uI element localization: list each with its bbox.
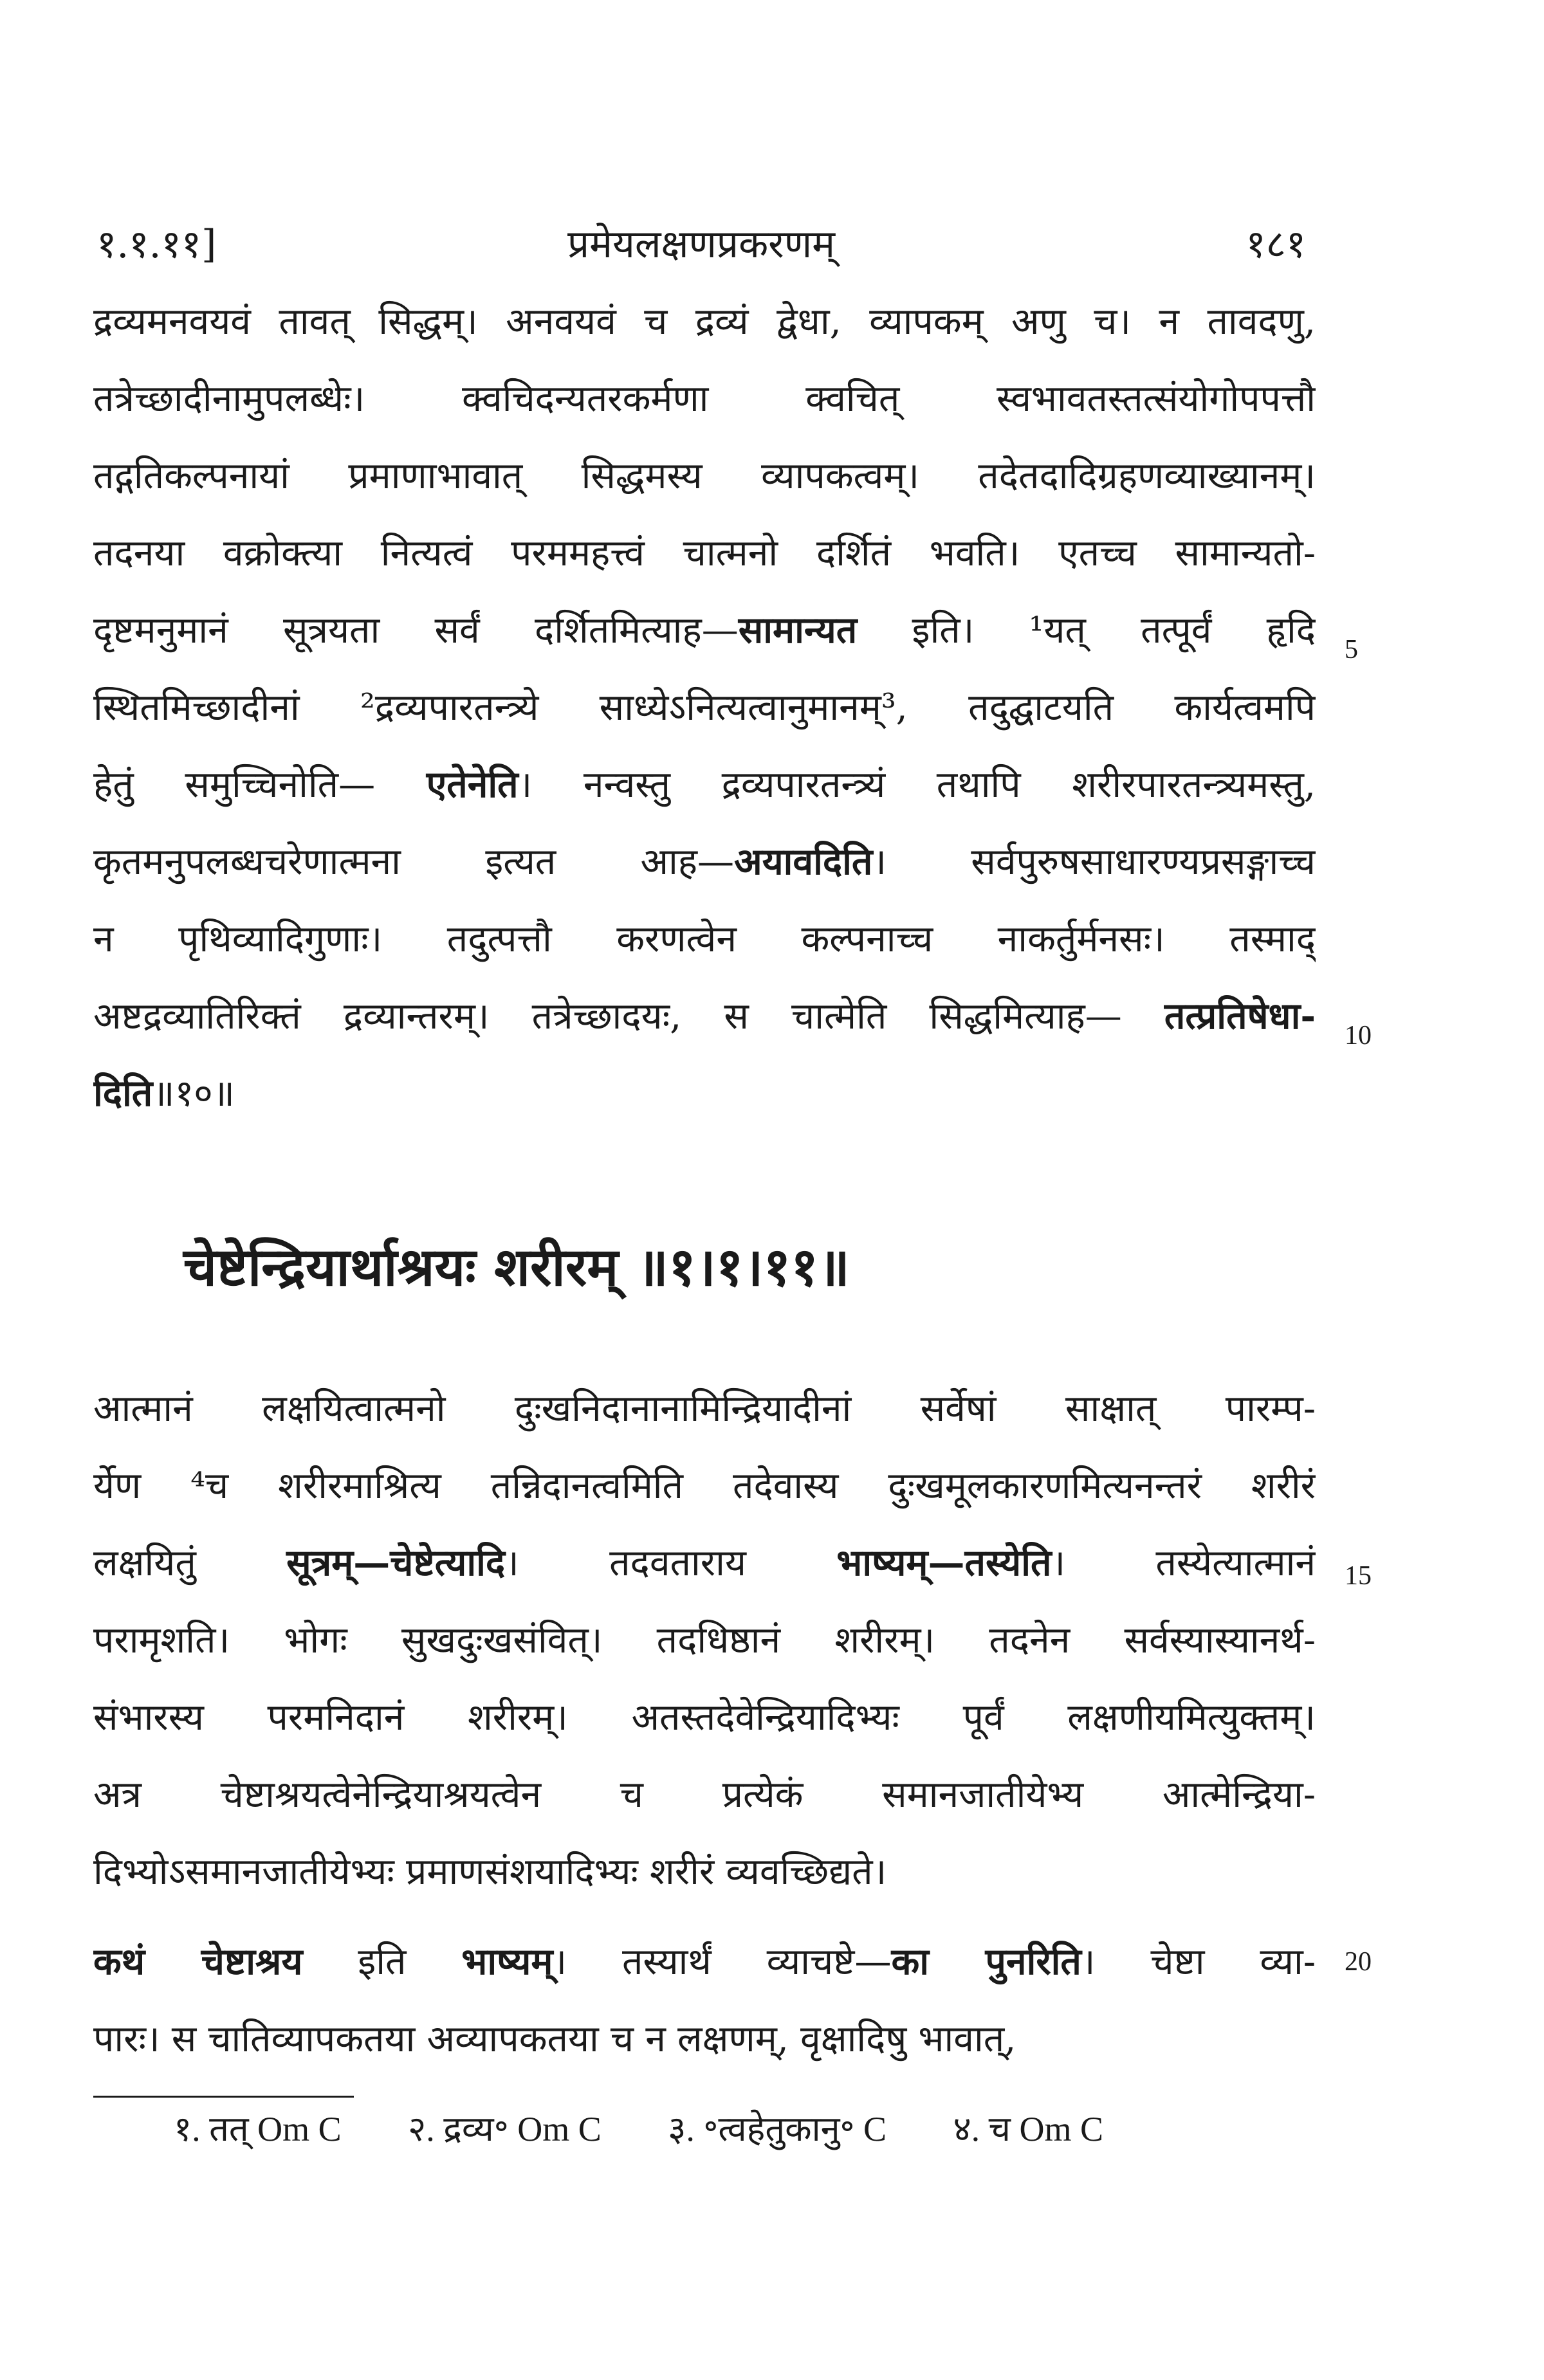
- bold-lemma: एतेनेति: [426, 763, 519, 806]
- bold-lemma: कथं चेष्टाश्रय: [93, 1940, 303, 1983]
- text-line: [93, 527, 1316, 579]
- text-run: इति: [302, 1941, 462, 1983]
- text-run: र्येण ⁴च शरीरमाश्रित्य तन्निदानत्वमिति तदेवास्य दुःखमूलकारणमित्यनन्तरं शरीरं: [93, 1465, 1316, 1507]
- text-run: कृतमनुपलब्धचरेणात्मना इत्यत आह—: [93, 841, 735, 883]
- text-run: तदनया वक्रोक्त्या नित्यत्वं परममहत्त्वं चात्मनो दर्शितं भवति। एतच्च सामान्यतो-: [93, 532, 1316, 574]
- text-run: स्थितमिच्छादीनां ²द्रव्यपारतन्त्र्ये साध्येऽनित्यत्वानुमानम्³, तदुद्घाटयति कार्यत्वमपि: [93, 686, 1316, 729]
- text-line: [93, 1615, 1316, 1666]
- text-run: अष्टद्रव्यातिरिक्तं द्रव्यान्तरम्। तत्रेच्छादयः, स चात्मेति सिद्धमित्याह—: [93, 995, 1164, 1038]
- footnote-rule: [93, 2096, 354, 2098]
- footnote: ३. ॰त्वहेतुकानु॰ C: [668, 2110, 887, 2148]
- bold-lemma: सूत्रम्—चेष्टेत्यादि: [286, 1541, 506, 1584]
- text-line: [93, 913, 1316, 965]
- text-run: । सर्वपुरुषसाधारण्यप्रसङ्गाच्च: [872, 841, 1316, 883]
- text-run: हेतुं समुच्चिनोति—: [93, 764, 427, 806]
- text-line: [93, 605, 1316, 656]
- text-run: परामृशति। भोगः सुखदुःखसंवित्। तदधिष्ठानं शरीरम्। तदनेन सर्वस्यास्यानर्थ-: [93, 1619, 1316, 1661]
- text-run: दृष्टमनुमानं सूत्रयता सर्वं दर्शितमित्याह—: [93, 609, 739, 652]
- text-line: [93, 1068, 1316, 1119]
- text-run: तत्रेच्छादीनामुपलब्धेः। क्वचिदन्यतरकर्मणा क्वचित् स्वभावतस्तत्संयोगोपपत्तौ: [93, 378, 1316, 420]
- text-line: [93, 1769, 1316, 1820]
- footnotes: [174, 2103, 1267, 2155]
- text-run: ॥१०॥: [152, 1072, 235, 1115]
- text-run: । तदवताराय: [505, 1542, 837, 1584]
- bold-lemma: का पुनरिति: [891, 1940, 1081, 1983]
- running-head: [96, 219, 1306, 270]
- text-line: [93, 759, 1316, 810]
- text-line: [93, 296, 1316, 347]
- line-number-15: 15: [1345, 1561, 1372, 1591]
- text-run: अत्र चेष्टाश्रयत्वेनेन्द्रियाश्रयत्वेन च प्रत्येकं समानजातीयेभ्य आत्मेन्द्रिया-: [93, 1773, 1316, 1816]
- chapter-title: प्रमेयलक्षणप्रकरणम्: [567, 222, 835, 267]
- footnote: ४. च Om C: [953, 2110, 1103, 2148]
- text-run: । नन्वस्तु द्रव्यपारतन्त्र्यं तथापि शरीरपारतन्त्र्यमस्तु,: [518, 764, 1316, 806]
- text-run: न पृथिव्यादिगुणाः। तदुत्पत्तौ करणत्वेन कल्पनाच्च नाकर्तुर्मनसः। तस्माद्: [93, 918, 1316, 960]
- text-run: द्रव्यमनवयवं तावत् सिद्धम्। अनवयवं च द्रव्यं द्वेधा, व्यापकम् अणु च। न तावदणु,: [93, 300, 1316, 343]
- text-run: दिभ्योऽसमानजातीयेभ्यः प्रमाणसंशयादिभ्यः शरीरं व्यवच्छिद्यते।: [93, 1851, 887, 1893]
- text-line: [93, 836, 1316, 888]
- text-line: [93, 1692, 1316, 1743]
- text-line: [93, 682, 1316, 733]
- bold-lemma: भाष्यम्—तस्येति: [836, 1541, 1052, 1584]
- bold-lemma: सामान्यत: [738, 609, 858, 652]
- line-number-20: 20: [1345, 1947, 1372, 1977]
- text-line: [93, 1936, 1316, 1988]
- footnote: १. तत् Om C: [174, 2110, 342, 2148]
- footnote: २. द्रव्य॰ Om C: [408, 2110, 602, 2148]
- bold-lemma: तत्प्रतिषेधा-: [1164, 994, 1316, 1038]
- text-run: संभारस्य परमनिदानं शरीरम्। अतस्तदेवेन्द्रियादिभ्यः पूर्वं लक्षणीयमित्युक्तम्।: [93, 1696, 1316, 1739]
- bold-lemma: अयावदिति: [734, 840, 873, 883]
- text-run: । तस्येत्यात्मानं: [1051, 1542, 1316, 1584]
- bold-lemma: दिति: [93, 1072, 153, 1115]
- line-number-5: 5: [1345, 635, 1358, 664]
- text-run: लक्षयितुं: [93, 1542, 287, 1584]
- text-line: [93, 991, 1316, 1042]
- text-run: । तस्यार्थं व्याचष्टे—: [553, 1941, 892, 1983]
- text-line: [93, 450, 1316, 502]
- text-line: [93, 2013, 1316, 2065]
- sutra-heading: चेष्टेन्द्रियार्थाश्रयः शरीरम् ॥१।१।११॥: [183, 1236, 850, 1298]
- text-line: [93, 1537, 1316, 1589]
- text-run: पारः। स चातिव्यापकतया अव्यापकतया च न लक्षणम्, वृक्षादिषु भावात्,: [93, 2018, 1016, 2060]
- text-line: [93, 373, 1316, 425]
- text-line: [93, 1846, 1316, 1898]
- bold-lemma: भाष्यम्: [461, 1940, 553, 1983]
- text-run: इति। ¹यत् तत्पूर्वं हृदि: [857, 609, 1316, 652]
- line-number-10: 10: [1345, 1021, 1372, 1050]
- section-reference: १.१.११]: [96, 222, 217, 267]
- text-line: [93, 1460, 1316, 1512]
- text-run: । चेष्टा व्या-: [1081, 1941, 1316, 1983]
- page-number: १८१: [1245, 222, 1306, 267]
- text-line: [93, 1383, 1316, 1434]
- text-run: आत्मानं लक्षयित्वात्मनो दुःखनिदानानामिन्द्रियादीनां सर्वेषां साक्षात् पारम्प-: [93, 1387, 1316, 1430]
- text-run: तद्गतिकल्पनायां प्रमाणाभावात् सिद्धमस्य व्यापकत्वम्। तदेतदादिग्रहणव्याख्यानम्।: [93, 455, 1316, 497]
